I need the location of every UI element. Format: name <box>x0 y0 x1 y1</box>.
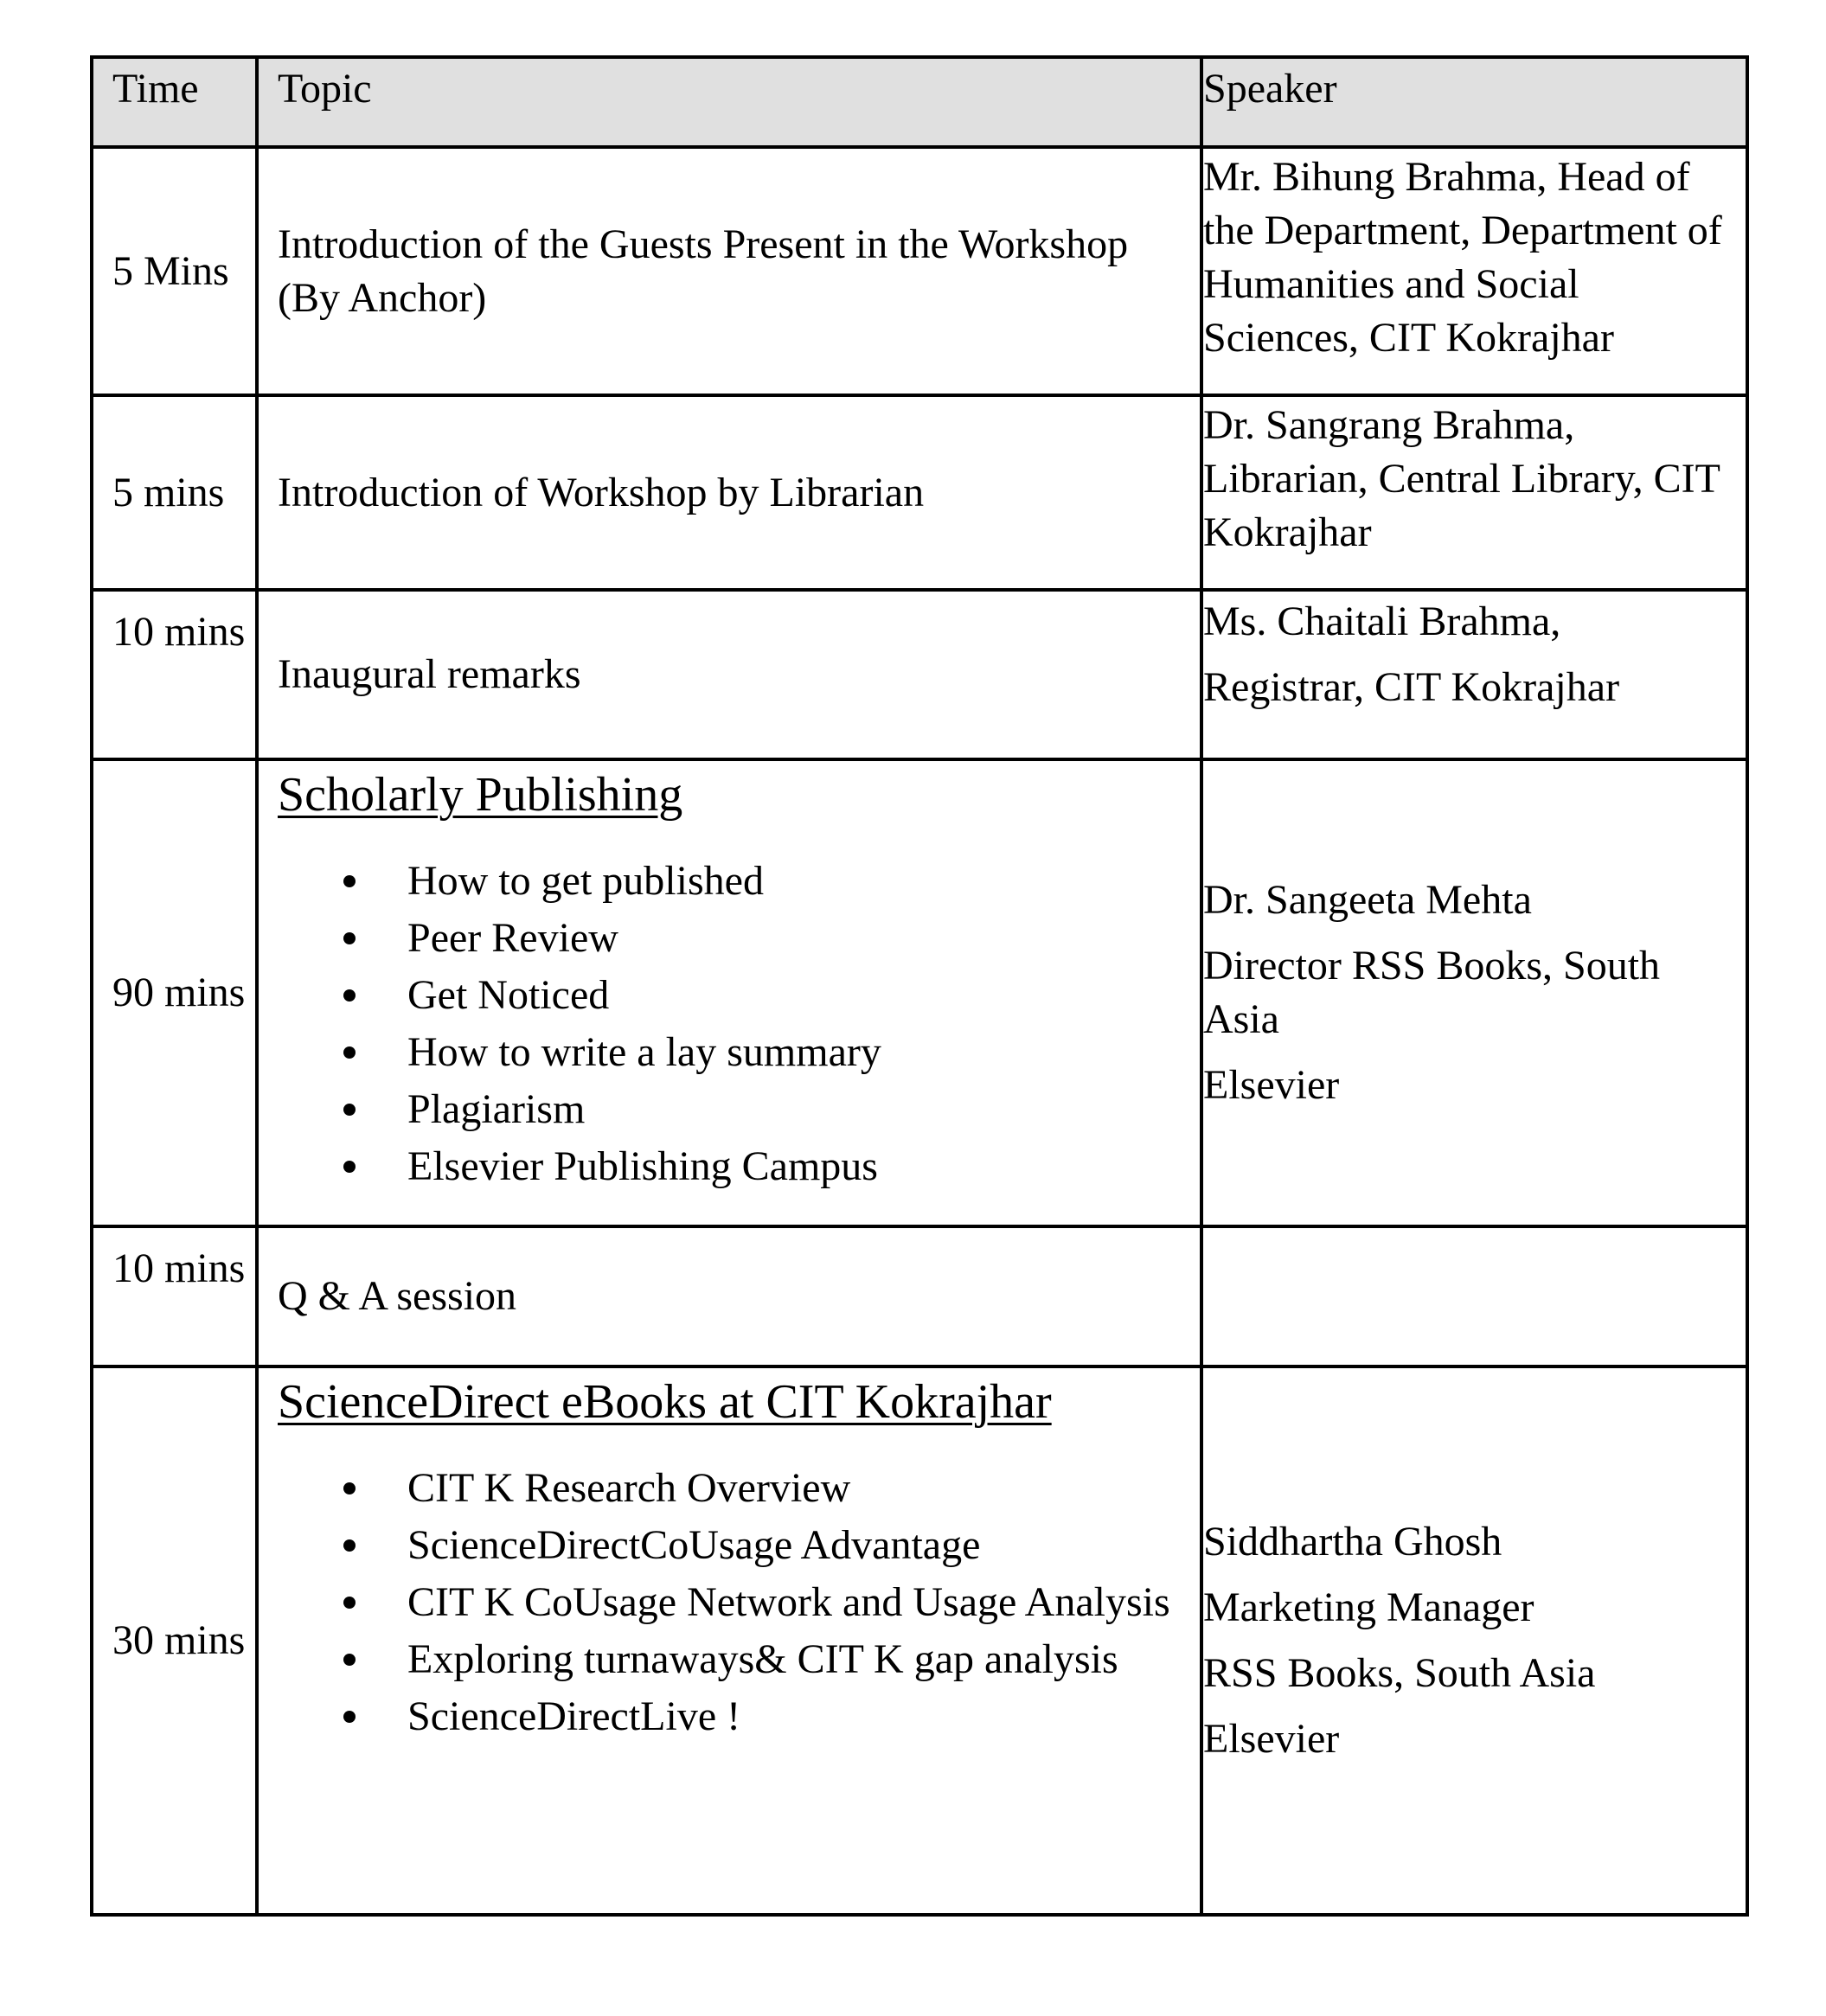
topic-heading: ScienceDirect eBooks at CIT Kokrajhar <box>278 1375 1052 1429</box>
list-item: Get Noticed <box>407 969 1186 1022</box>
topic-cell: Introduction of Workshop by Librarian <box>257 395 1201 590</box>
workshop-schedule-table <box>90 55 1749 1917</box>
list-item: ScienceDirectCoUsage Advantage <box>407 1519 1186 1572</box>
speaker-cell: Mr. Bihung Brahma, Head of the Department, Department of Humanities and Social Sciences, CIT Kokrajhar <box>1201 147 1747 395</box>
topic-cell: Introduction of the Guests Present in the Workshop (By Anchor) <box>257 147 1201 395</box>
table-row <box>92 759 1747 1226</box>
topic-cell: Inaugural remarks <box>257 590 1201 759</box>
speaker-cell: Dr. Sangrang Brahma, Librarian, Central Library, CIT Kokrajhar <box>1201 395 1747 590</box>
list-item: Plagiarism <box>407 1083 1186 1136</box>
list-item: How to get published <box>407 854 1186 908</box>
time-cell: 30 mins <box>92 1366 257 1915</box>
topic-list <box>278 854 1186 1194</box>
time-cell: 10 mins <box>92 1226 257 1366</box>
topic-heading: Scholarly Publishing <box>278 768 683 822</box>
header-time: Time <box>92 57 257 147</box>
header-row <box>92 57 1747 147</box>
topic-list <box>278 1462 1186 1816</box>
topic-cell <box>257 759 1201 1226</box>
list-item: ScienceDirectLive ! <box>407 1690 1186 1744</box>
speaker-line: Dr. Sangeeta Mehta <box>1203 877 1532 923</box>
table-row <box>92 590 1747 759</box>
table-row <box>92 1366 1747 1915</box>
speaker-line: Elsevier <box>1203 1716 1340 1762</box>
table-row <box>92 395 1747 590</box>
header-speaker: Speaker <box>1201 57 1747 147</box>
speaker-cell <box>1201 590 1747 759</box>
list-item: Elsevier Publishing Campus <box>407 1140 1186 1194</box>
speaker-line: Director RSS Books, South Asia <box>1203 943 1661 1042</box>
list-item: Peer Review <box>407 912 1186 965</box>
table-row <box>92 1226 1747 1366</box>
speaker-line: Registrar, CIT Kokrajhar <box>1203 664 1620 710</box>
speaker-cell <box>1201 1226 1747 1366</box>
speaker-line: Elsevier <box>1203 1062 1340 1108</box>
table-row <box>92 147 1747 395</box>
speaker-line: RSS Books, South Asia <box>1203 1650 1596 1696</box>
speaker-line: Marketing Manager <box>1203 1584 1534 1630</box>
time-cell: 5 Mins <box>92 147 257 395</box>
topic-cell <box>257 1366 1201 1915</box>
speaker-cell <box>1201 759 1747 1226</box>
speaker-cell <box>1201 1366 1747 1915</box>
speaker-line: Ms. Chaitali Brahma, <box>1203 598 1561 644</box>
time-cell: 5 mins <box>92 395 257 590</box>
list-item: How to write a lay summary <box>407 1026 1186 1079</box>
time-cell: 10 mins <box>92 590 257 759</box>
topic-cell: Q & A session <box>257 1226 1201 1366</box>
list-item: Exploring turnaways& CIT K gap analysis <box>407 1633 1186 1686</box>
header-topic: Topic <box>257 57 1201 147</box>
time-cell: 90 mins <box>92 759 257 1226</box>
list-item: CIT K Research Overview <box>407 1462 1186 1515</box>
list-item: CIT K CoUsage Network and Usage Analysis <box>407 1576 1186 1629</box>
speaker-line: Siddhartha Ghosh <box>1203 1519 1502 1565</box>
